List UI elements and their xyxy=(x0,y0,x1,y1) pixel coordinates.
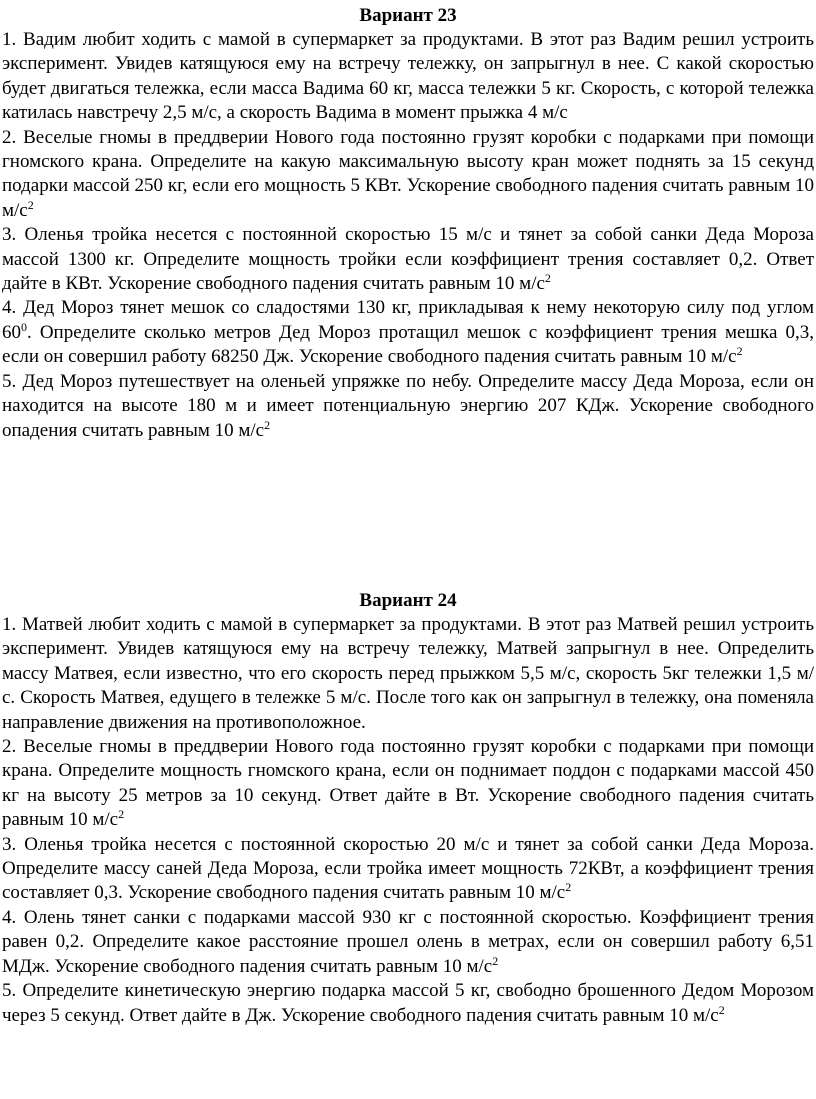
task-text: 3. Оленья тройка несется с постоянной скоростью 20 м/с и тянет за собой санки Деда Мороза. Определите массу саней Деда Мороза, если тройка имеет мощность 72КВт, а коэффициент трения составляет 0,3. Ускорение свободного падения считать равным 10 м/с xyxy=(2,833,814,904)
exponent: 2 xyxy=(718,1002,725,1017)
variant-24-task-5 xyxy=(2,979,814,1028)
variant-23-task-4 xyxy=(2,296,814,369)
task-text: 2. Веселые гномы в преддверии Нового года постоянно грузят коробки с подарками при помощи крана. Определите мощность гномского крана, если он поднимает поддон с подарками массой 450 кг на высоту 25 метров за 10 секунд. Ответ дайте в Вт. Ускорение свободного падения считать равным 10 м/с xyxy=(2,736,814,831)
task-text: 1. Вадим любит ходить с мамой в супермаркет за продуктами. В этот раз Вадим решил устроить эксперимент. Увидев катящуюся ему на встречу тележку, он запрыгнул в нее. С какой скоростью будет двигаться тележка, если масса Вадима 60 кг, масса тележки 5 кг. Скорость, с которой тележка катилась навстречу 2,5 м/с, а скорость Вадима в момент прыжка 4 м/с xyxy=(2,29,814,124)
variant-24-title: Вариант 24 xyxy=(359,590,457,611)
task-text: 3. Оленья тройка несется с постоянной скоростью 15 м/с и тянет за собой санки Деда Мороза массой 1300 кг. Определите мощность тройки если коэффициент трения составляет 0,2. Ответ дайте в КВт. Ускорение свободного падения считать равным 10 м/с xyxy=(2,224,814,295)
exponent: 2 xyxy=(544,271,551,286)
task-text: 2. Веселые гномы в преддверии Нового года постоянно грузят коробки с подарками при помощи гномского крана. Определите на какую максимальную высоту кран может поднять за 15 секунд подарки массой 250 кг, если его мощность 5 КВт. Ускорение свободного падения считать равным 10 м/с xyxy=(2,126,814,221)
exponent: 2 xyxy=(118,807,125,822)
variant-23-task-3 xyxy=(2,223,814,296)
variant-24-task-4 xyxy=(2,906,814,979)
exponent: 2 xyxy=(264,417,271,432)
variant-24-task-2 xyxy=(2,735,814,833)
variant-23-title: Вариант 23 xyxy=(359,5,457,26)
variant-24-task-1 xyxy=(2,613,814,735)
variant-23-section xyxy=(2,4,814,443)
task-text-part-b: . Определите сколько метров Дед Мороз протащил мешок с коэффициент трения мешка 0,3, если он совершил работу 68250 Дж. Ускорение свободного падения считать равным 10 м/с xyxy=(2,321,814,368)
exponent: 2 xyxy=(565,880,572,895)
task-text: 4. Олень тянет санки с подарками массой 930 кг с постоянной скоростью. Коэффициент трения равен 0,2. Определите какое расстояние прошел олень в метрах, если он совершил работу 6,51 МДж. Ускорение свободного падения считать равным 10 м/с xyxy=(2,906,814,977)
task-text: 5. Дед Мороз путешествует на оленьей упряжке по небу. Определите массу Деда Мороза, если он находится на высоте 180 м и имеет потенциальную энергию 207 КДж. Ускорение свободного опадения считать равным 10 м/с xyxy=(2,370,814,441)
task-text-part-a: 4. Дед Мороз тянет мешок со сладостями 130 кг, прикладывая к нему некоторую силу под углом 60 xyxy=(2,297,814,343)
variant-23-task-5 xyxy=(2,370,814,443)
exponent: 2 xyxy=(27,197,34,212)
task-text: 1. Матвей любит ходить с мамой в супермаркет за продуктами. В этот раз Матвей решил устроить эксперимент. Увидев катящуюся ему на встречу тележку, Матвей запрыгнул в нее. Определить массу Матвея, если известно, что его скорость перед прыжком 5,5 м/с, скорость 5кг тележки 1,5 м/с. Скорость Матвея, едущего в тележке 5 м/с. После того как он запрыгнул в тележку, она поменяла направление движения на противоположное. xyxy=(2,614,814,733)
exponent: 2 xyxy=(736,344,743,359)
variant-24-section xyxy=(2,589,814,1028)
degree-exponent: 0 xyxy=(21,319,27,334)
variant-23-task-2 xyxy=(2,126,814,224)
task-text: 5. Определите кинетическую энергию подарка массой 5 кг, свободно брошенного Дедом Морозом через 5 секунд. Ответ дайте в Дж. Ускорение свободного падения считать равным 10 м/с xyxy=(2,980,814,1026)
exponent: 2 xyxy=(492,953,499,968)
variant-23-task-1 xyxy=(2,28,814,126)
variant-24-task-3 xyxy=(2,833,814,906)
